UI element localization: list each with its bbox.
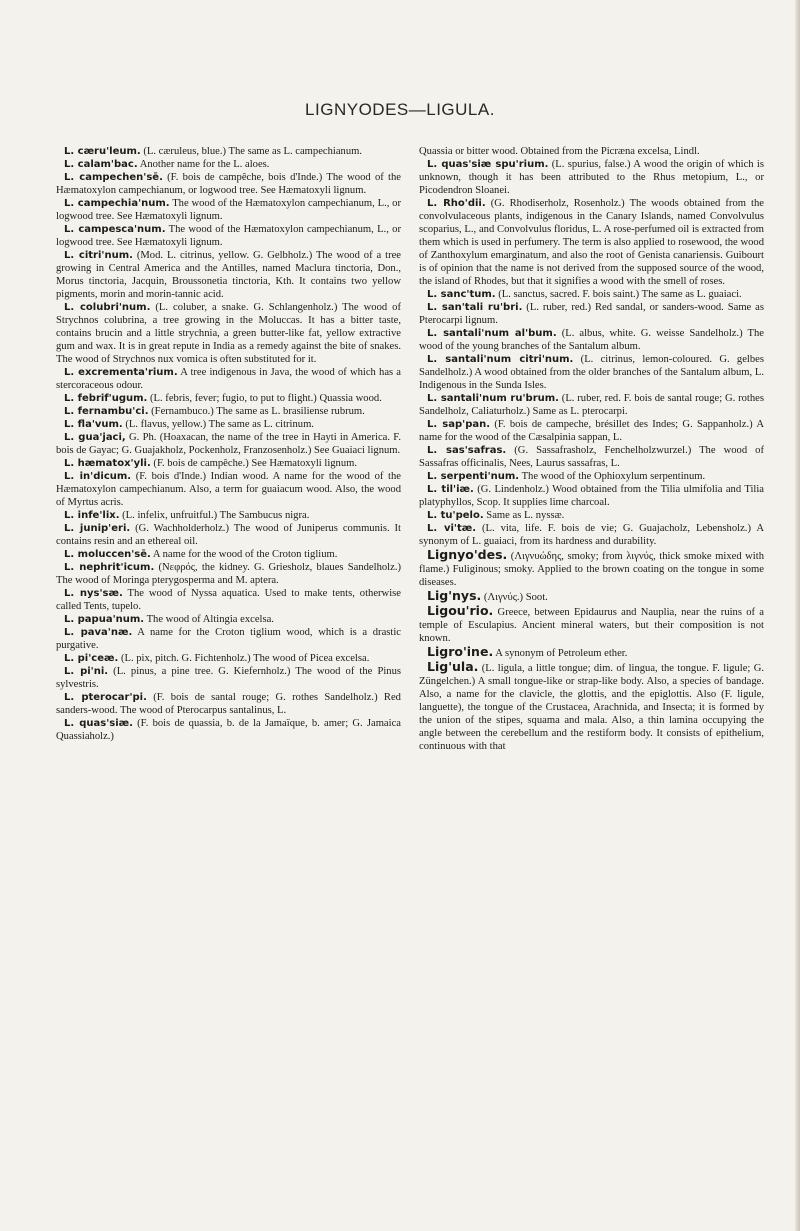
entry-headword: L. junip'eri. <box>64 523 131 534</box>
entry-definition: (G. Wachholderholz.) The wood of Juniperus communis. It contains resin and an ethereal oil. <box>56 523 402 547</box>
dictionary-entry <box>419 548 764 589</box>
dictionary-entry <box>56 223 401 249</box>
dictionary-entry <box>56 392 401 405</box>
dictionary-entry <box>419 604 764 645</box>
dictionary-entry <box>56 587 401 613</box>
dictionary-entry <box>419 288 764 301</box>
entry-headword: L. nephrit'icum. <box>64 562 155 573</box>
entry-headword: L. nys'sæ. <box>64 588 123 599</box>
dictionary-entry <box>419 353 764 392</box>
entry-headword: L. pi'ceæ. <box>64 653 119 664</box>
entry-definition: (F. bois de campêche.) See Hæmatoxyli lignum. <box>150 458 358 469</box>
entry-definition: (Mod. L. citrinus, yellow. G. Gelbholz.) The wood of a tree growing in Central America and the Antilles, named Maclura tinctoria, Don., Morus tinctoria, Jacquin, Broussonetia tinctoria, Kth. It contains two yellow pigments, morin and morin-tannic acid. <box>56 250 402 300</box>
dictionary-entry <box>56 171 401 197</box>
dictionary-entry <box>56 301 401 366</box>
entry-headword: L. cæru'leum. <box>64 146 141 157</box>
entry-definition: A tree indigenous in Java, the wood of which has a stercoraceous odour. <box>56 367 401 391</box>
entry-headword: L. sas'safras. <box>427 445 507 456</box>
entry-headword: L. pterocar'pi. <box>64 692 147 703</box>
dictionary-entry <box>56 691 401 717</box>
entry-headword: L. sanc'tum. <box>427 289 496 300</box>
entry-definition: (L. pix, pitch. G. Fichtenholz.) The wood of Picea excelsa. <box>118 653 370 664</box>
dictionary-entry <box>56 626 401 652</box>
right-column <box>419 145 764 753</box>
entry-headword: L. papua'num. <box>64 614 145 625</box>
entry-headword: L. calam'bac. <box>64 159 138 170</box>
entry-definition: The wood of Nyssa aquatica. Used to make tents, otherwise called Tents, tupelo. <box>56 588 401 612</box>
dictionary-entry <box>419 158 764 197</box>
dictionary-entry <box>419 301 764 327</box>
entry-definition: (F. bois de campeche, brésillet des Indes; G. Sappanholz.) A name for the wood of the Cæsalpinia sappan, L. <box>419 419 764 443</box>
entry-headword: L. fla'vum. <box>64 419 123 430</box>
dictionary-entry <box>56 197 401 223</box>
entry-definition: (F. bois de santal rouge; G. rothes Sandelholz.) Red sanders-wood. The wood of Pterocarpus santalinus, L. <box>56 692 401 716</box>
dictionary-entry <box>419 392 764 418</box>
dictionary-entry <box>419 470 764 483</box>
running-head: LIGNYODES—LIGULA. <box>305 100 495 119</box>
dictionary-entry <box>419 589 764 604</box>
entry-headword: L. santali'num ru'brum. <box>427 393 559 404</box>
dictionary-entry <box>56 418 401 431</box>
entry-definition: Quassia or bitter wood. Obtained from the Picræna excelsa, Lindl. <box>419 146 700 157</box>
entry-definition: Greece, between Epidaurus and Nauplia, near the ruins of a temple of Esculapius. Ancient mineral waters, but their composition is not known. <box>419 607 764 644</box>
dictionary-entry <box>56 158 401 171</box>
dictionary-entry <box>56 405 401 418</box>
entry-headword: L. quas'siæ spu'rium. <box>427 159 549 170</box>
dictionary-entry <box>56 613 401 626</box>
entry-definition: (Νεφρός, the kidney. G. Griesholz, blaues Sandelholz.) The wood of Moringa pterygosperma and M. aptera. <box>56 562 401 586</box>
dictionary-entry <box>56 717 401 743</box>
entry-headword: L. santali'num al'bum. <box>427 328 557 339</box>
entry-definition: A name for the Croton tiglium wood, which is a drastic purgative. <box>56 627 401 651</box>
entry-headword: L. hæmatox'yli. <box>64 458 151 469</box>
dictionary-entry <box>419 145 764 158</box>
entry-headword: Lig'nys. <box>427 588 482 603</box>
entry-headword: L. infe'lix. <box>64 510 120 521</box>
entry-definition: (L. flavus, yellow.) The same as L. citrinum. <box>122 419 314 430</box>
dictionary-entry <box>56 548 401 561</box>
entry-headword: L. Rho'dii. <box>427 198 486 209</box>
entry-definition: (L. ligula, a little tongue; dim. of lingua, the tongue. F. ligule; G. Züngelchen.) A small tongue-like or strap-like body. Also, a species of bandage. Also, a name for the clavicle, the glottis, and the epiglottis. Also (F. ligule, languette), the tongue of the Crustacea, Arachnida, and Insecta; it is formed by the union of the stipes, squama and mala. Also, a thin lamina occupying the angle between the cerebellum and the restiform body. It consists of epithelium, continuous with that <box>419 663 764 752</box>
entry-definition: Another name for the L. aloes. <box>137 159 270 170</box>
dictionary-entry <box>56 145 401 158</box>
entry-definition: (L. spurius, false.) A wood the origin of which is unknown, though it has been attributed to the Rhus metopium, L., or Picodendron Sloanei. <box>419 159 764 196</box>
entry-definition: (L. febris, fever; fugio, to put to flight.) Quassia wood. <box>147 393 382 404</box>
dictionary-entry <box>56 665 401 691</box>
entry-headword: Lignyo'des. <box>427 547 508 562</box>
entry-definition: (G. Rhodiserholz, Rosenholz.) The woods obtained from the convolvulaceous plants, indigenous in the Canary Islands, named Convolvulus scoparius, L., and Convolvulus floridus, L. A rose-perfumed oil is extracted from them which is used in perfumery. The term is also applied to rosewood, the wood of Zanthoxylum emarginatum, and also the root of Genista canariensis. Guibourt is of opinion that the name is not derived from the supposed source of the wood, the island of Rhodes, but that it signifies a wood with the smell of roses. <box>419 198 764 287</box>
entry-definition: (F. bois de campêche, bois d'Inde.) The wood of the Hæmatoxylon campechianum, or logwood tree. See Hæmatoxyli lignum. <box>56 172 402 196</box>
entry-definition: (Λιγνύς.) Soot. <box>481 592 548 603</box>
entry-definition: (G. Sassafrasholz, Fenchelholzwurzel.) The wood of Sassafras officinalis, Nees, Laurus sassafras, L. <box>419 445 764 469</box>
entry-definition: (G. Lindenholz.) Wood obtained from the Tilia ulmifolia and Tilia platyphyllos, Scop. It supplies lime charcoal. <box>419 484 764 508</box>
dictionary-entry <box>56 457 401 470</box>
dictionary-entry <box>56 561 401 587</box>
entry-definition: (L. albus, white. G. weisse Sandelholz.) The wood of the young branches of the Santalum album. <box>419 328 764 352</box>
entry-definition: The wood of the Hæmatoxylon campechianum, L., or logwood tree. See Hæmatoxyli lignum. <box>56 224 401 248</box>
entry-headword: L. moluccen'sē. <box>64 549 151 560</box>
dictionary-entry <box>419 509 764 522</box>
entry-headword: L. citri'num. <box>64 250 133 261</box>
entry-headword: L. tu'pelo. <box>427 510 484 521</box>
entry-definition: (L. ruber, red.) Red sandal, or sanders-wood. Same as Pterocarpi lignum. <box>419 302 765 326</box>
entry-definition: (L. ruber, red. F. bois de santal rouge; G. rothes Sandelholz, Caliaturholz.) Same as L. pterocarpi. <box>419 393 764 417</box>
entry-headword: L. santali'num citri'num. <box>427 354 574 365</box>
dictionary-entry <box>56 509 401 522</box>
entry-definition: The wood of the Hæmatoxylon campechianum, L., or logwood tree. See Hæmatoxyli lignum. <box>56 198 401 222</box>
entry-headword: L. campechen'sē. <box>64 172 163 183</box>
entry-definition: The wood of Altingia excelsa. <box>144 614 274 625</box>
entry-definition: (L. cæruleus, blue.) The same as L. campechianum. <box>140 146 363 157</box>
entry-headword: L. pi'ni. <box>64 666 109 677</box>
dictionary-entry <box>56 522 401 548</box>
entry-definition: (L. pinus, a pine tree. G. Kiefernholz.) The wood of the Pinus sylvestris. <box>56 666 402 690</box>
entry-headword: L. pava'næ. <box>64 627 133 638</box>
entry-headword: L. vi'tæ. <box>427 523 477 534</box>
dictionary-entry <box>419 660 764 753</box>
entry-definition: (Λιγνυώδης, smoky; from λιγνύς, thick smoke mixed with flame.) Fuliginous; smoky. Applied to the brown coating on the tongue in some diseases. <box>419 551 764 588</box>
entry-definition: (L. infelix, unfruitful.) The Sambucus nigra. <box>119 510 310 521</box>
entry-headword: L. gua'jaci, <box>64 432 126 443</box>
entry-headword: L. campechia'num. <box>64 198 170 209</box>
dictionary-entry <box>419 645 764 660</box>
entry-headword: Lig'ula. <box>427 659 479 674</box>
dictionary-entry <box>419 444 764 470</box>
entry-definition: (L. citrinus, lemon-coloured. G. gelbes Sandelholz.) A wood obtained from the older branches of the Santalum album, L. Indigenous in the Sunda Isles. <box>419 354 764 391</box>
entry-definition: (F. bois de quassia, b. de la Jamaïque, b. amer; G. Jamaica Quassiaholz.) <box>56 718 401 742</box>
entry-headword: L. san'tali ru'bri. <box>427 302 523 313</box>
entry-headword: L. excrementa'rium. <box>64 367 178 378</box>
entry-definition: G. Ph. (Hoaxacan, the name of the tree in Hayti in America. F. bois de Gayac; G. Guajakholz, Pockenholz, Franzosenholz.) See Guaiaci lignum. <box>56 432 401 456</box>
entry-headword: L. febrif'ugum. <box>64 393 148 404</box>
entry-headword: L. quas'siæ. <box>64 718 133 729</box>
dictionary-entry <box>419 327 764 353</box>
dictionary-entry <box>419 522 764 548</box>
dictionary-entry <box>419 197 764 288</box>
dictionary-entry <box>56 470 401 509</box>
dictionary-entry <box>56 652 401 665</box>
entry-definition: The wood of the Ophioxylum serpentinum. <box>519 471 706 482</box>
entry-definition: (F. bois d'Inde.) Indian wood. A name for the wood of the Hæmatoxylon campechianum. Also, a term for guaiacum wood. Also, the wood of Myrtus acris. <box>56 471 401 508</box>
entry-definition: Same as L. nyssæ. <box>483 510 565 521</box>
entry-definition: (Fernambuco.) The same as L. brasiliense rubrum. <box>148 406 365 417</box>
entry-headword: Ligro'ine. <box>427 644 494 659</box>
entry-headword: L. serpenti'num. <box>427 471 520 482</box>
entry-headword: L. til'iæ. <box>427 484 474 495</box>
dictionary-entry <box>419 418 764 444</box>
entry-definition: (L. sanctus, sacred. F. bois saint.) The same as L. guaiaci. <box>495 289 742 300</box>
entry-definition: A synonym of Petroleum ether. <box>493 648 628 659</box>
entry-definition: (L. coluber, a snake. G. Schlangenholz.) The wood of Strychnos colubrina, a tree growing in the Moluccas. It has a bitter taste, contains brucin and a little strychnia, a green butter-like fat, yellow extractive gum and wax. It is in great repute in India as a remedy against the bite of snakes. The wood of Strychnos nux vomica is often substituted for it. <box>56 302 401 365</box>
dictionary-entry <box>419 483 764 509</box>
entry-headword: L. campesca'num. <box>64 224 166 235</box>
entry-headword: L. fernambu'ci. <box>64 406 149 417</box>
entry-headword: L. in'dicum. <box>64 471 132 482</box>
entry-definition: A name for the wood of the Croton tiglium. <box>150 549 338 560</box>
dictionary-entry <box>56 366 401 392</box>
dictionary-entry <box>56 249 401 301</box>
entry-headword: L. colubri'num. <box>64 302 151 313</box>
dictionary-entry <box>56 431 401 457</box>
entry-headword: Ligou'rio. <box>427 603 494 618</box>
left-column <box>56 145 401 743</box>
page-edge <box>795 0 800 1231</box>
entry-headword: L. sap'pan. <box>427 419 491 430</box>
entry-definition: (L. vita, life. F. bois de vie; G. Guajacholz, Lebensholz.) A synonym of L. guaiaci, from its hardness and durability. <box>419 523 764 547</box>
